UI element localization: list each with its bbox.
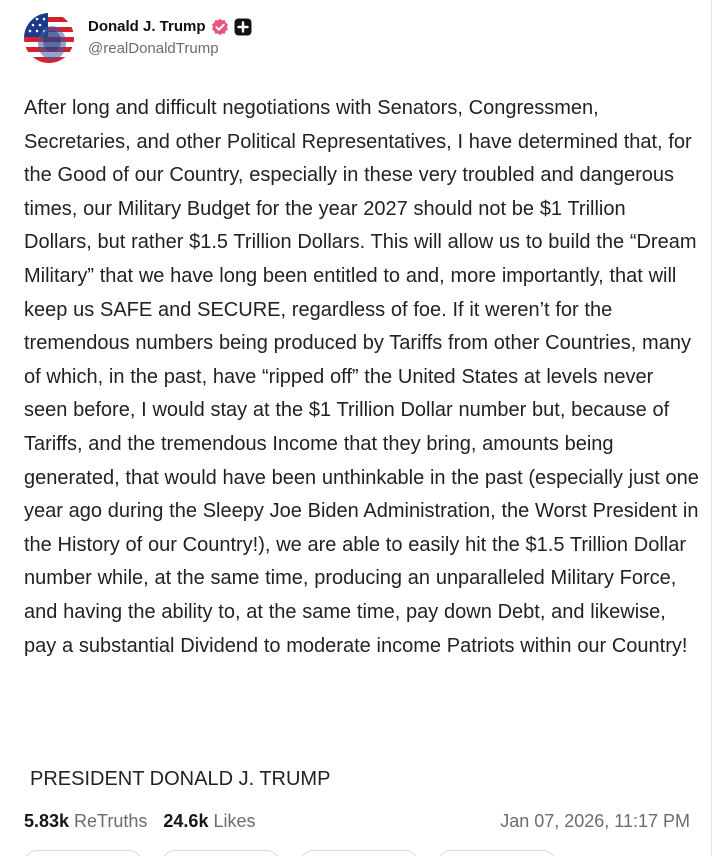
retruths-count: 5.83k <box>24 810 70 831</box>
author-name[interactable]: Donald J. Trump <box>88 18 206 35</box>
author-handle[interactable]: @realDonaldTrump <box>88 40 219 57</box>
plus-badge-icon <box>234 18 252 36</box>
post-header <box>24 12 252 64</box>
share-button[interactable] <box>438 850 556 856</box>
retruths-stat[interactable] <box>24 811 147 832</box>
verified-badge-icon <box>211 18 229 36</box>
flag-portrait-icon <box>24 13 74 63</box>
avatar[interactable] <box>24 13 74 63</box>
likes-label: Likes <box>213 810 256 831</box>
likes-count: 24.6k <box>163 810 209 831</box>
like-button[interactable] <box>300 850 418 856</box>
post-stats <box>24 808 271 834</box>
action-bar <box>24 850 690 856</box>
reply-button[interactable] <box>24 850 142 856</box>
post-signature: PRESIDENT DONALD J. TRUMP <box>30 768 331 790</box>
post-timestamp[interactable]: Jan 07, 2026, 11:17 PM <box>500 810 690 831</box>
retruths-label: ReTruths <box>74 810 148 831</box>
post-body: After long and difficult negotiations with Senators, Congressmen, Secretaries, and other Political Representatives, I have determined that, for the Good of our Country, especially in these very troubled and dangerous times, our Military Budget for the year 2027 should not be $1 Trillion Dollars, but rather $1.5 Trillion Dollars. This will allow us to build the “Dream Military” that we have long been entitled to and, more importantly, that will keep us SAFE and SECURE, regardless of foe. If it weren’t for the tremendous numbers being produced by Tariffs from other Countries, many of which, in the past, have “ripped off” the United States at levels never seen before, I would stay at the $1 Trillion Dollar number but, because of Tariffs, and the tremendous Income that they bring, amounts being generated, that would have been unthinkable in the past (especially just one year ago during the Sleepy Joe Biden Administration, the Worst President in the History of our Country!), we are able to easily hit the $1.5 Trillion Dollar number while, at the same time, producing an unparalleled Military Force, and having the ability to, at the same time, pay down Debt, and likewise, pay a substantial Dividend to moderate income Patriots within our Country! <box>24 97 699 657</box>
retruth-button[interactable] <box>162 850 280 856</box>
author-identity <box>88 17 252 59</box>
likes-stat[interactable] <box>163 811 255 832</box>
author-name-row <box>88 17 252 37</box>
